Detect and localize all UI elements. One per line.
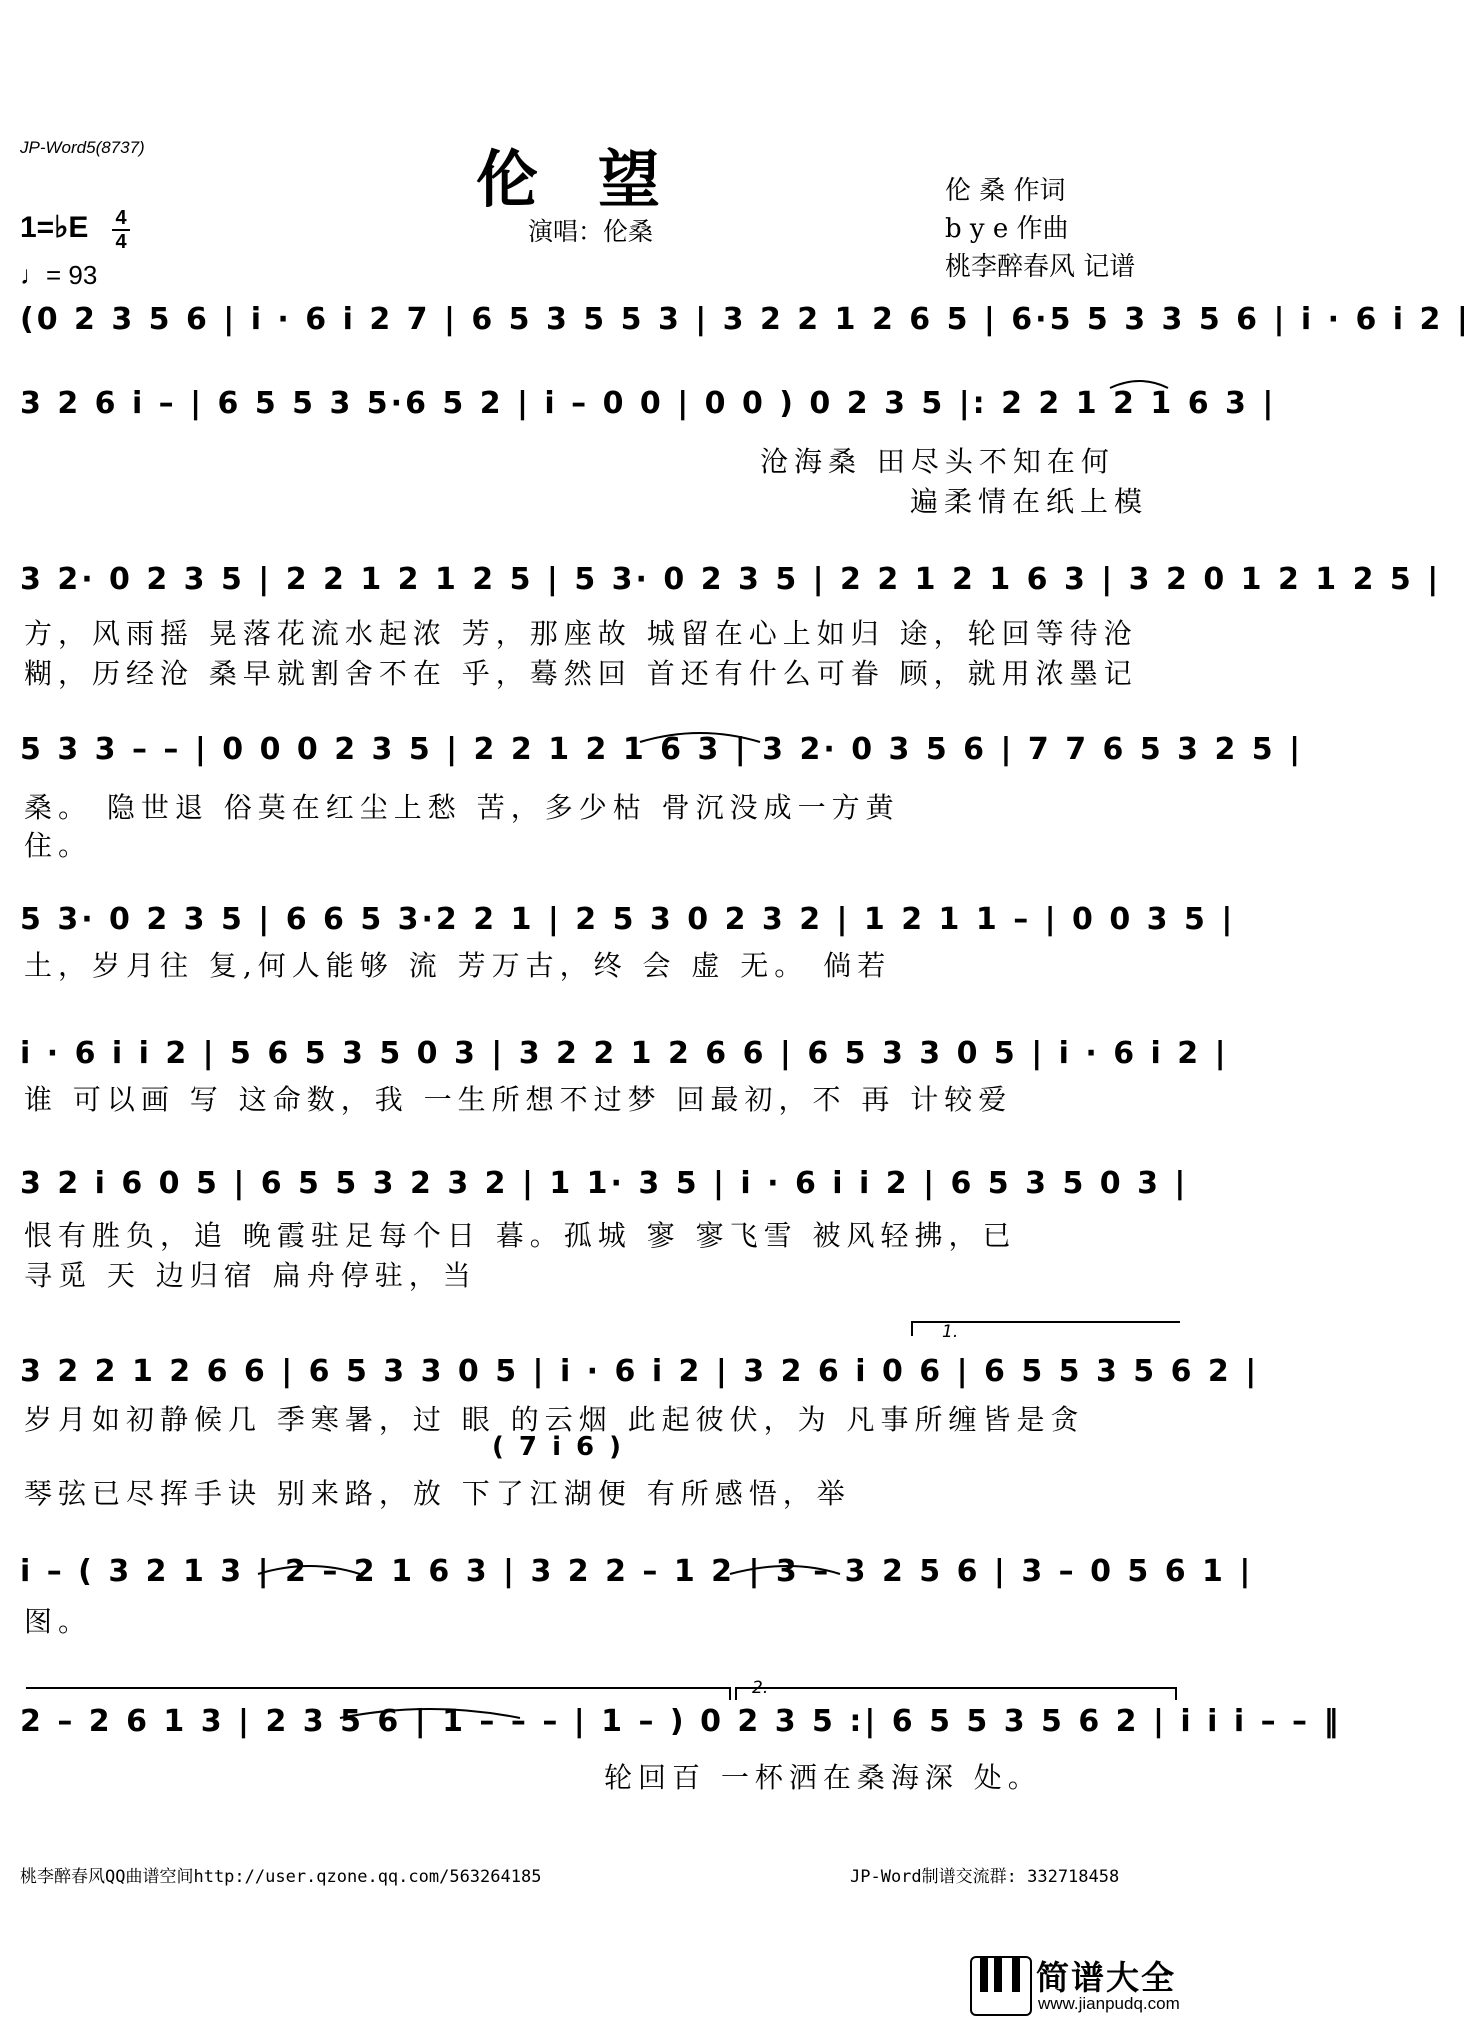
score-row-7-lyric-1: 恨有胜负，追 晚霞驻足每个日 暮。孤城 寥 寥飞雪 被风轻拂，已 [24,1219,1017,1252]
score-row-10-lyric-1: 轮回百 一杯洒在桑海深 处。 [604,1761,1042,1794]
composer-credit: b y e 作曲 [945,214,1069,244]
footer-group: JP-Word制谱交流群: 332718458 [850,1867,1120,1887]
time-bottom: 4 [115,231,127,253]
time-top: 4 [115,207,127,229]
score-row-6-lyric-1: 谁 可以画 写 这命数，我 一生所想不过梦 回最初，不 再 计较爱 [24,1083,1013,1116]
score-row-2-lyric-1: 沧海桑 田尽头不知在何 [760,445,1115,478]
tempo-marking: ♩= 93 [20,260,98,290]
score-row-3-notes: 3 2· 0 2 3 5 | 2 2 1 2 1 2 5 | 5 3· 0 2 3 5 | 2 2 1 2 1 6 3 | 3 2 0 1 2 1 2 5 | [20,562,1442,597]
score-row-8-lyric-2: 琴弦已尽挥手诀 别来路，放 下了江湖便 有所感悟，举 [24,1477,851,1510]
score-row-5-lyric-1: 土，岁月往 复,何人能够 流 芳万古，终 会 虚 无。 倘若 [24,949,892,982]
score-row-2-notes: 3 2 6 i – | 6 5 5 3 5·6 5 2 | i – 0 0 | 0 0 ) 0 2 3 5 |: 2 2 1 2 1 6 3 | [20,386,1277,421]
singer-credit: 演唱：伦桑 [528,217,654,246]
score-row-9-notes: i – ( 3 2 1 3 | 2 – 2 1 6 3 | 3 2 2 – 1 2 | 3 – 3 2 5 6 | 3 – 0 5 6 1 | [20,1554,1254,1589]
footer-source: 桃李醉春风QQ曲谱空间http://user.qzone.qq.com/563264185 [20,1867,542,1887]
transcriber-credit: 桃李醉春风 记谱 [945,252,1136,282]
score-row-9-lyric-1: 图。 [24,1605,93,1638]
score-row-1-notes: (0 2 3 5 6 | i · 6 i 2 7 | 6 5 3 5 5 3 | 3 2 2 1 2 6 5 | 6·5 5 3 3 5 6 | i · 6 i 2 | [20,302,1471,337]
score-row-4-notes: 5 3 3 – – | 0 0 0 2 3 5 | 2 2 1 2 1 6 3 | 3 2· 0 3 5 6 | 7 7 6 5 3 2 5 | [20,732,1304,767]
slur [258,1566,360,1574]
logo-url: www.jianpudq.com [1038,1994,1180,2013]
piano-icon [970,1956,1032,2016]
score-row-4-lyric-1: 桑。 隐世退 俗莫在红尘上愁 苦，多少枯 骨沉没成一方黄 [24,791,900,824]
version-label: JP-Word5(8737) [20,138,145,157]
score-row-7-notes: 3 2 i 6 0 5 | 6 5 5 3 2 3 2 | 1 1· 3 5 | i · 6 i i 2 | 6 5 3 5 0 3 | [20,1166,1189,1201]
volta-2-bracket [736,1688,1176,1700]
score-row-4-lyric-2: 住。 [24,829,93,862]
key-signature: 1=♭E [20,211,89,244]
score-row-2-lyric-2: 遍柔情在纸上模 [910,485,1149,518]
score-row-10-notes: 2 – 2 6 1 3 | 2 3 5 6 | 1 – – – | 1 – ) 0 2 3 5 :| 6 5 5 3 5 6 2 | i i i – – ‖ [20,1704,1342,1739]
score-row-8-lyric-1: 岁月如初静候几 季寒暑，过 眼 的云烟 此起彼伏，为 凡事所缠皆是贪 [24,1403,1085,1436]
score-row-5-notes: 5 3· 0 2 3 5 | 6 6 5 3·2 2 1 | 2 5 3 0 2 3 2 | 1 2 1 1 – | 0 0 3 5 | [20,902,1236,937]
slur [640,733,760,742]
volta-2-label: 2. [752,1678,769,1698]
score-row-6-notes: i · 6 i i 2 | 5 6 5 3 5 0 3 | 3 2 2 1 2 6 6 | 6 5 3 3 0 5 | i · 6 i 2 | [20,1036,1229,1071]
song-title: 伦望 [476,143,721,216]
score-row-3-lyric-1: 方，风雨摇 晃落花流水起浓 芳，那座故 城留在心上如归 途，轮回等待沧 [24,617,1138,650]
logo-brand: 简谱大全 [1036,1958,1176,1997]
score-row-7-lyric-2: 寻觅 天 边归宿 扁舟停驻，当 [24,1259,477,1292]
site-logo [970,1952,1180,2016]
score-row-8-notes: 3 2 2 1 2 6 6 | 6 5 3 3 0 5 | i · 6 i 2 | 3 2 6 i 0 6 | 6 5 5 3 5 6 2 | [20,1354,1260,1389]
slur [1110,381,1168,388]
score-row-3-lyric-2: 糊，历经沧 桑早就割舍不在 乎，蓦然回 首还有什么可眷 顾，就用浓墨记 [24,657,1138,690]
volta-1-label: 1. [942,1322,959,1342]
volta-end-bracket [26,1688,730,1700]
volta-1-bracket [912,1322,1180,1336]
slur [730,1566,840,1574]
lyricist-credit: 伦 桑 作词 [945,176,1066,206]
variant-notes: ( 7 i 6 ) [492,1432,625,1462]
slur [340,1709,520,1718]
